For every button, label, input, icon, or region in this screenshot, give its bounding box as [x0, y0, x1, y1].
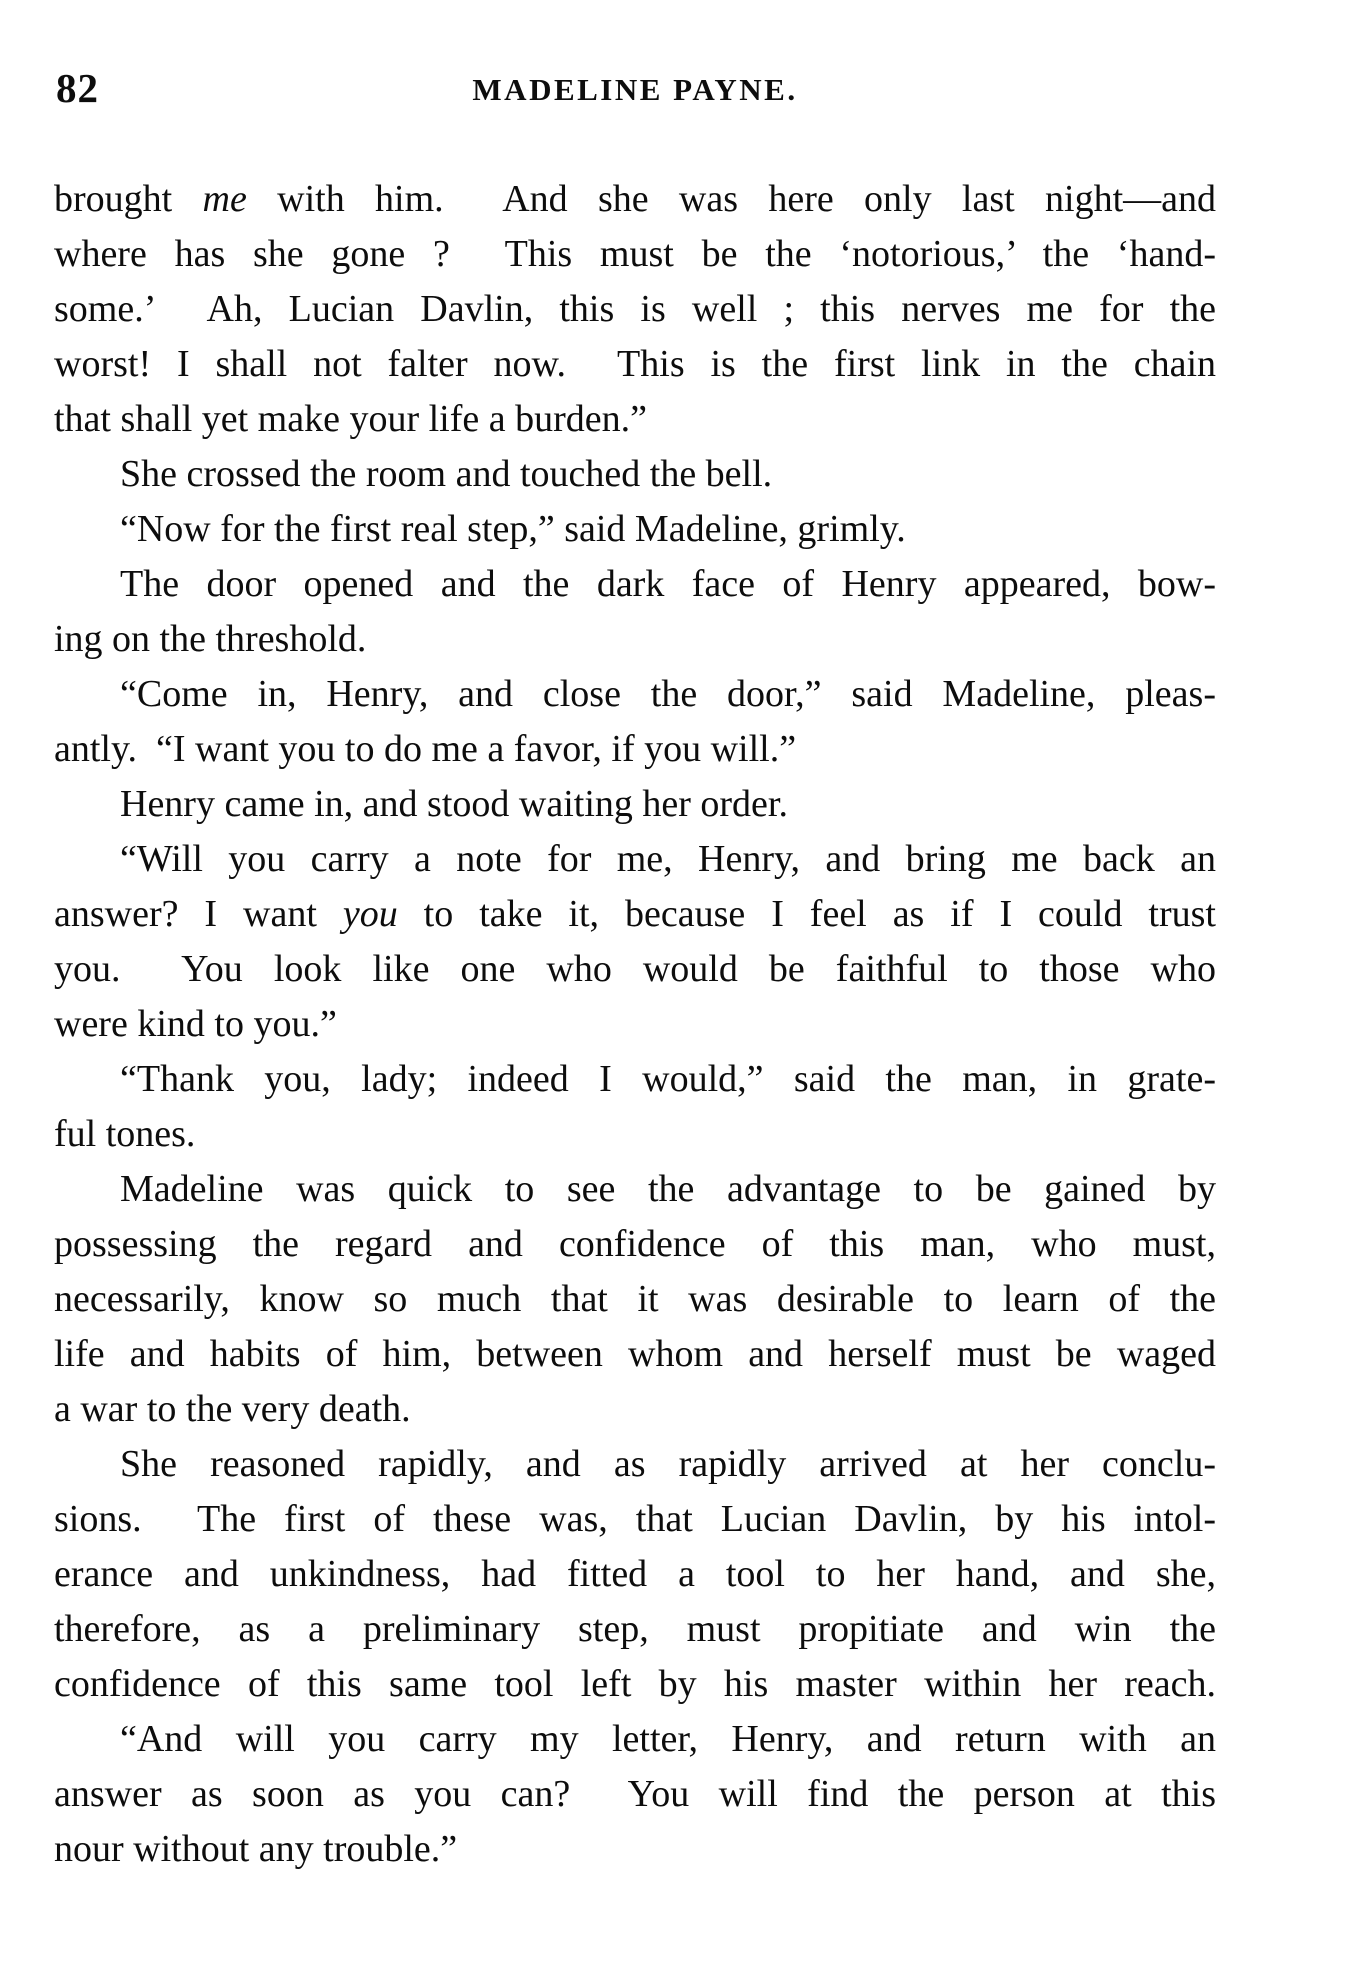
- text-line: [54, 942, 1216, 997]
- text-segment: She reasoned rapidly, and as rapidly arrived at her conclu-: [120, 1443, 1216, 1485]
- text-segment: answer as soon as you can? You will find the person at this: [54, 1773, 1216, 1815]
- text-segment: “Will you carry a note for me, Henry, and bring me back an: [120, 838, 1216, 880]
- text-line: [54, 1217, 1216, 1272]
- text-line: [54, 227, 1216, 282]
- text-segment: were kind to you.”: [54, 1003, 337, 1045]
- text-segment: ing on the threshold.: [54, 618, 367, 660]
- text-block: [54, 172, 1216, 1877]
- text-line: [54, 1657, 1216, 1712]
- text-segment: sions. The first of these was, that Lucian Davlin, by his intol-: [54, 1498, 1216, 1540]
- text-line: [54, 1327, 1216, 1382]
- text-segment: answer? I want: [54, 893, 343, 935]
- italic-text: you: [342, 893, 398, 935]
- text-line: [54, 1712, 1216, 1767]
- text-segment: brought: [54, 178, 203, 220]
- text-line: [54, 667, 1216, 722]
- running-head: [54, 64, 1216, 114]
- text-segment: to take it, because I feel as if I could trust: [397, 893, 1216, 935]
- text-line: [54, 997, 1216, 1052]
- text-segment: The door opened and the dark face of Henry appeared, bow-: [120, 563, 1216, 605]
- page-number: 82: [56, 65, 99, 111]
- text-line: [54, 722, 1216, 777]
- text-line: [54, 1107, 1216, 1162]
- text-line: [54, 392, 1216, 447]
- text-line: [54, 1437, 1216, 1492]
- text-segment: life and habits of him, between whom and herself must be waged: [54, 1333, 1216, 1375]
- text-segment: you. You look like one who would be faithful to those who: [54, 948, 1216, 990]
- text-segment: a war to the very death.: [54, 1388, 411, 1430]
- text-segment: nour without any trouble.”: [54, 1828, 458, 1870]
- text-line: [54, 1602, 1216, 1657]
- text-segment: She crossed the room and touched the bell.: [120, 453, 773, 495]
- italic-text: me: [202, 178, 247, 220]
- text-segment: that shall yet make your life a burden.”: [54, 398, 648, 440]
- text-line: [54, 832, 1216, 887]
- text-line: [54, 557, 1216, 612]
- text-segment: possessing the regard and confidence of this man, who must,: [54, 1223, 1216, 1265]
- text-segment: where has she gone ? This must be the ‘notorious,’ the ‘hand-: [54, 233, 1216, 275]
- text-segment: “Come in, Henry, and close the door,” said Madeline, pleas-: [120, 673, 1216, 715]
- text-segment: confidence of this same tool left by his master within her reach.: [54, 1663, 1216, 1705]
- text-line: [54, 1272, 1216, 1327]
- text-line: [54, 887, 1216, 942]
- text-segment: with him. And she was here only last night—and: [246, 178, 1216, 220]
- text-segment: antly. “I want you to do me a favor, if you will.”: [54, 728, 797, 770]
- running-title: MADELINE PAYNE.: [472, 72, 798, 107]
- text-segment: “And will you carry my letter, Henry, and return with an: [120, 1718, 1216, 1760]
- text-line: [54, 1547, 1216, 1602]
- text-line: [54, 172, 1216, 227]
- text-segment: ful tones.: [54, 1113, 196, 1155]
- text-segment: Madeline was quick to see the advantage to be gained by: [120, 1168, 1216, 1210]
- text-segment: erance and unkindness, had fitted a tool to her hand, and she,: [54, 1553, 1216, 1595]
- text-line: [54, 1492, 1216, 1547]
- text-line: [54, 337, 1216, 392]
- text-line: [54, 1822, 1216, 1877]
- text-line: [54, 447, 1216, 502]
- text-segment: “Thank you, lady; indeed I would,” said the man, in grate-: [120, 1058, 1216, 1100]
- text-line: [54, 1382, 1216, 1437]
- text-segment: worst! I shall not falter now. This is the first link in the chain: [54, 343, 1216, 385]
- text-line: [54, 1162, 1216, 1217]
- text-line: [54, 1767, 1216, 1822]
- text-line: [54, 502, 1216, 557]
- text-line: [54, 1052, 1216, 1107]
- text-segment: some.’ Ah, Lucian Davlin, this is well ; this nerves me for the: [54, 288, 1216, 330]
- text-segment: Henry came in, and stood waiting her order.: [120, 783, 788, 825]
- text-line: [54, 282, 1216, 337]
- text-segment: therefore, as a preliminary step, must propitiate and win the: [54, 1608, 1216, 1650]
- text-segment: necessarily, know so much that it was desirable to learn of the: [54, 1278, 1216, 1320]
- text-line: [54, 612, 1216, 667]
- text-line: [54, 777, 1216, 832]
- text-segment: “Now for the first real step,” said Madeline, grimly.: [120, 508, 906, 550]
